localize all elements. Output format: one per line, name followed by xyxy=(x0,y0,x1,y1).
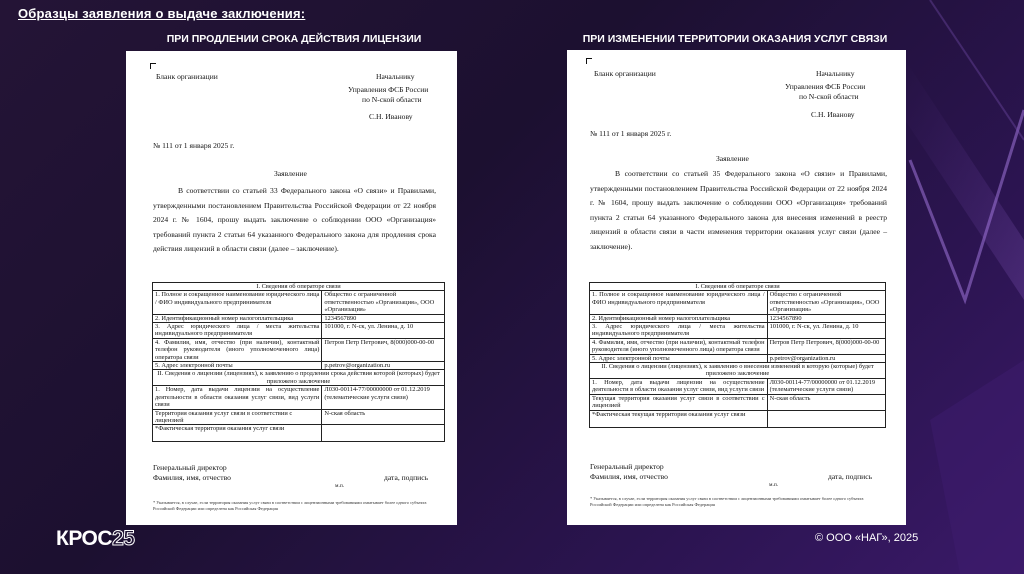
table-row xyxy=(590,394,886,410)
table-cell: 2. Идентификационный номер налогоплательщика xyxy=(590,314,768,322)
table-cell: Общество с ограниченной ответственностью «Организация», ООО «Организация» xyxy=(322,291,445,314)
document-heading: Заявление xyxy=(274,169,307,178)
table-cell: 1. Полное и сокращенное наименование юридического лица / ФИО индивидуального предпринимателя xyxy=(590,291,768,314)
org-letterhead: Бланк организации xyxy=(156,72,218,81)
table-row xyxy=(590,314,886,322)
table-cell: 101000, г. N-ск, ул. Ленина, д. 10 xyxy=(767,323,885,339)
table-cell: 4. Фамилия, имя, отчество (при наличии), контактный телефон руководителя (иного уполномоченного лица) оператора связи xyxy=(153,338,322,361)
table-cell: Общество с ограниченной ответственностью «Организация», ООО «Организация» xyxy=(767,291,885,314)
table-row xyxy=(153,362,445,370)
signatory-name: Фамилия, имя, отчество xyxy=(153,473,231,482)
application-body xyxy=(590,167,887,255)
table-row xyxy=(590,410,886,427)
table-row xyxy=(153,425,445,442)
sample-document-territory xyxy=(567,50,906,525)
section-heading: I. Сведения об операторе связи xyxy=(590,283,886,291)
corner-mark xyxy=(150,63,156,69)
section-heading: I. Сведения об операторе связи xyxy=(153,283,445,291)
table-cell: 1234567890 xyxy=(322,314,445,322)
addressee-line: Начальнику xyxy=(816,69,855,78)
logo-number: 25 xyxy=(112,527,135,550)
addressee-line: Управления ФСБ России xyxy=(785,82,866,91)
table-cell xyxy=(767,410,885,427)
table-row xyxy=(590,338,886,354)
table-cell: p.petrov@organization.ru xyxy=(767,354,885,362)
table-cell: 101000, г. N-ск, ул. Ленина, д. 10 xyxy=(322,323,445,339)
table-cell: *Фактическая территория оказания услуг связи xyxy=(153,425,322,442)
table-cell: Л030-00114-77/00000000 от 01.12.2019 (телематические услуги связи) xyxy=(767,378,885,394)
addressee-name: С.Н. Иванову xyxy=(369,112,413,121)
table-cell: 1. Номер, дата выдачи лицензии на осуществление деятельности в области оказания услуг связи, вид услуги связи xyxy=(153,386,322,409)
org-letterhead: Бланк организации xyxy=(594,69,656,78)
seal-place: м.п. xyxy=(769,482,779,488)
left-caption: ПРИ ПРОДЛЕНИИ СРОКА ДЕЙСТВИЯ ЛИЦЕНЗИИ xyxy=(166,33,422,45)
table-row xyxy=(153,323,445,339)
table-row xyxy=(153,283,445,291)
table-cell xyxy=(322,425,445,442)
operator-info-table xyxy=(152,282,445,442)
table-cell: *Фактическая текущая территория оказания услуг связи xyxy=(590,410,768,427)
addressee-line: Управления ФСБ России xyxy=(348,85,429,94)
signatory-title: Генеральный директор xyxy=(590,462,664,471)
table-cell: 1. Полное и сокращенное наименование юридического лица / ФИО индивидуального предпринимателя xyxy=(153,291,322,314)
table-cell: 3. Адрес юридического лица / места жительства индивидуального предпринимателя xyxy=(590,323,768,339)
table-row xyxy=(153,314,445,322)
logo-text: КРОС xyxy=(56,527,113,550)
table-row xyxy=(590,378,886,394)
table-row xyxy=(590,363,886,379)
table-row xyxy=(153,409,445,425)
table-cell: Петров Петр Петрович, 8(000)000-00-00 xyxy=(767,338,885,354)
copyright: © ООО «НАГ», 2025 xyxy=(815,532,919,544)
table-cell: p.petrov@organization.ru xyxy=(322,362,445,370)
table-cell: 1. Номер, дата выдачи лицензии на осуществление деятельности в области оказания услуг связи, вид услуги связи xyxy=(590,378,768,394)
table-cell: 3. Адрес юридического лица / места жительства индивидуального предпринимателя xyxy=(153,323,322,339)
right-caption: ПРИ ИЗМЕНЕНИИ ТЕРРИТОРИИ ОКАЗАНИЯ УСЛУГ СВЯЗИ xyxy=(582,33,888,45)
table-cell: N-ская область xyxy=(322,409,445,425)
addressee-line: Начальнику xyxy=(376,72,415,81)
table-row xyxy=(153,386,445,409)
table-cell: Территория оказания услуг связи в соответствии с лицензией xyxy=(153,409,322,425)
signatory-name: Фамилия, имя, отчество xyxy=(590,472,668,481)
document-number: № 111 от 1 января 2025 г. xyxy=(153,141,235,150)
footnote: * Указывается, в случае, если территория оказания услуг связи в соответствии с лицензионными требованиями охватывает более одного субъекта Российской Федерации или определена как Российская Федерация xyxy=(590,496,864,507)
table-cell: 2. Идентификационный номер налогоплательщика xyxy=(153,314,322,322)
table-row xyxy=(590,354,886,362)
document-number: № 111 от 1 января 2025 г. xyxy=(590,129,672,138)
table-row xyxy=(590,323,886,339)
body-text: В соответствии со статьей 33 Федерального закона «О связи» и Правилами, утвержденными постановлением Правительства Российской Федерации от 22 ноября 2024 г. № 1604, прошу выдать заключение о соблюдении ООО «Организация» требований пункта 2 статьи 64 указанного Федерального закона для продления срока действия лицензий в области связи (далее – заключение). xyxy=(153,186,436,254)
table-row xyxy=(153,291,445,314)
table-row xyxy=(590,283,886,291)
table-cell: Петров Петр Петрович, 8(000)000-00-00 xyxy=(322,338,445,361)
table-cell: 5. Адрес электронной почты xyxy=(590,354,768,362)
addressee-line: по N-ской области xyxy=(799,92,859,101)
slide-title: Образцы заявления о выдаче заключения: xyxy=(18,6,306,21)
table-cell: N-ская область xyxy=(767,394,885,410)
table-cell: Л030-00114-77/00000000 от 01.12.2019 (телематические услуги связи) xyxy=(322,386,445,409)
table-cell: 4. Фамилия, имя, отчество (при наличии), контактный телефон руководителя (иного уполномоченного лица) оператора связи xyxy=(590,338,768,354)
body-text: В соответствии со статьей 35 Федерального закона «О связи» и Правилами, утвержденными постановлением Правительства Российской Федерации от 22 ноября 2024 г. № 1604, прошу выдать заключение о соблюдении ООО «Организация» требований пункта 2 статьи 64 указанного Федерального закона для внесения изменений в реестр лицензий в области связи в части изменения территории оказания услуг связи (далее – заключение). xyxy=(590,169,887,251)
table-cell: 1234567890 xyxy=(767,314,885,322)
section-heading: II. Сведения о лицензии (лицензиях), к заявлению о продлении срока действия которой (которых) будет приложено заключение xyxy=(153,370,445,386)
table-row xyxy=(590,291,886,314)
application-body xyxy=(153,184,436,257)
signature-date: дата, подпись xyxy=(384,473,429,482)
table-row xyxy=(153,370,445,386)
kros-logo xyxy=(56,527,134,551)
operator-info-table xyxy=(589,282,886,428)
corner-mark xyxy=(586,58,592,64)
seal-place: м.п. xyxy=(335,483,345,489)
table-cell: Текущая территория оказания услуг связи в соответствии с лицензией xyxy=(590,394,768,410)
footnote: * Указывается, в случае, если территория оказания услуг связи в соответствии с лицензионными требованиями охватывает более одного субъекта Российской Федерации или определена как Российская Федерация xyxy=(153,500,427,511)
signatory-title: Генеральный директор xyxy=(153,463,227,472)
table-row xyxy=(153,338,445,361)
signature-date: дата, подпись xyxy=(828,472,873,481)
document-heading: Заявление xyxy=(716,154,749,163)
section-heading: II. Сведения о лицензии (лицензиях), к заявлению о внесении изменений в которую (которые) будет приложено заключение xyxy=(590,363,886,379)
table-cell: 5. Адрес электронной почты xyxy=(153,362,322,370)
addressee-name: С.Н. Иванову xyxy=(811,110,855,119)
sample-document-extension xyxy=(126,51,457,525)
addressee-line: по N-ской области xyxy=(362,95,422,104)
